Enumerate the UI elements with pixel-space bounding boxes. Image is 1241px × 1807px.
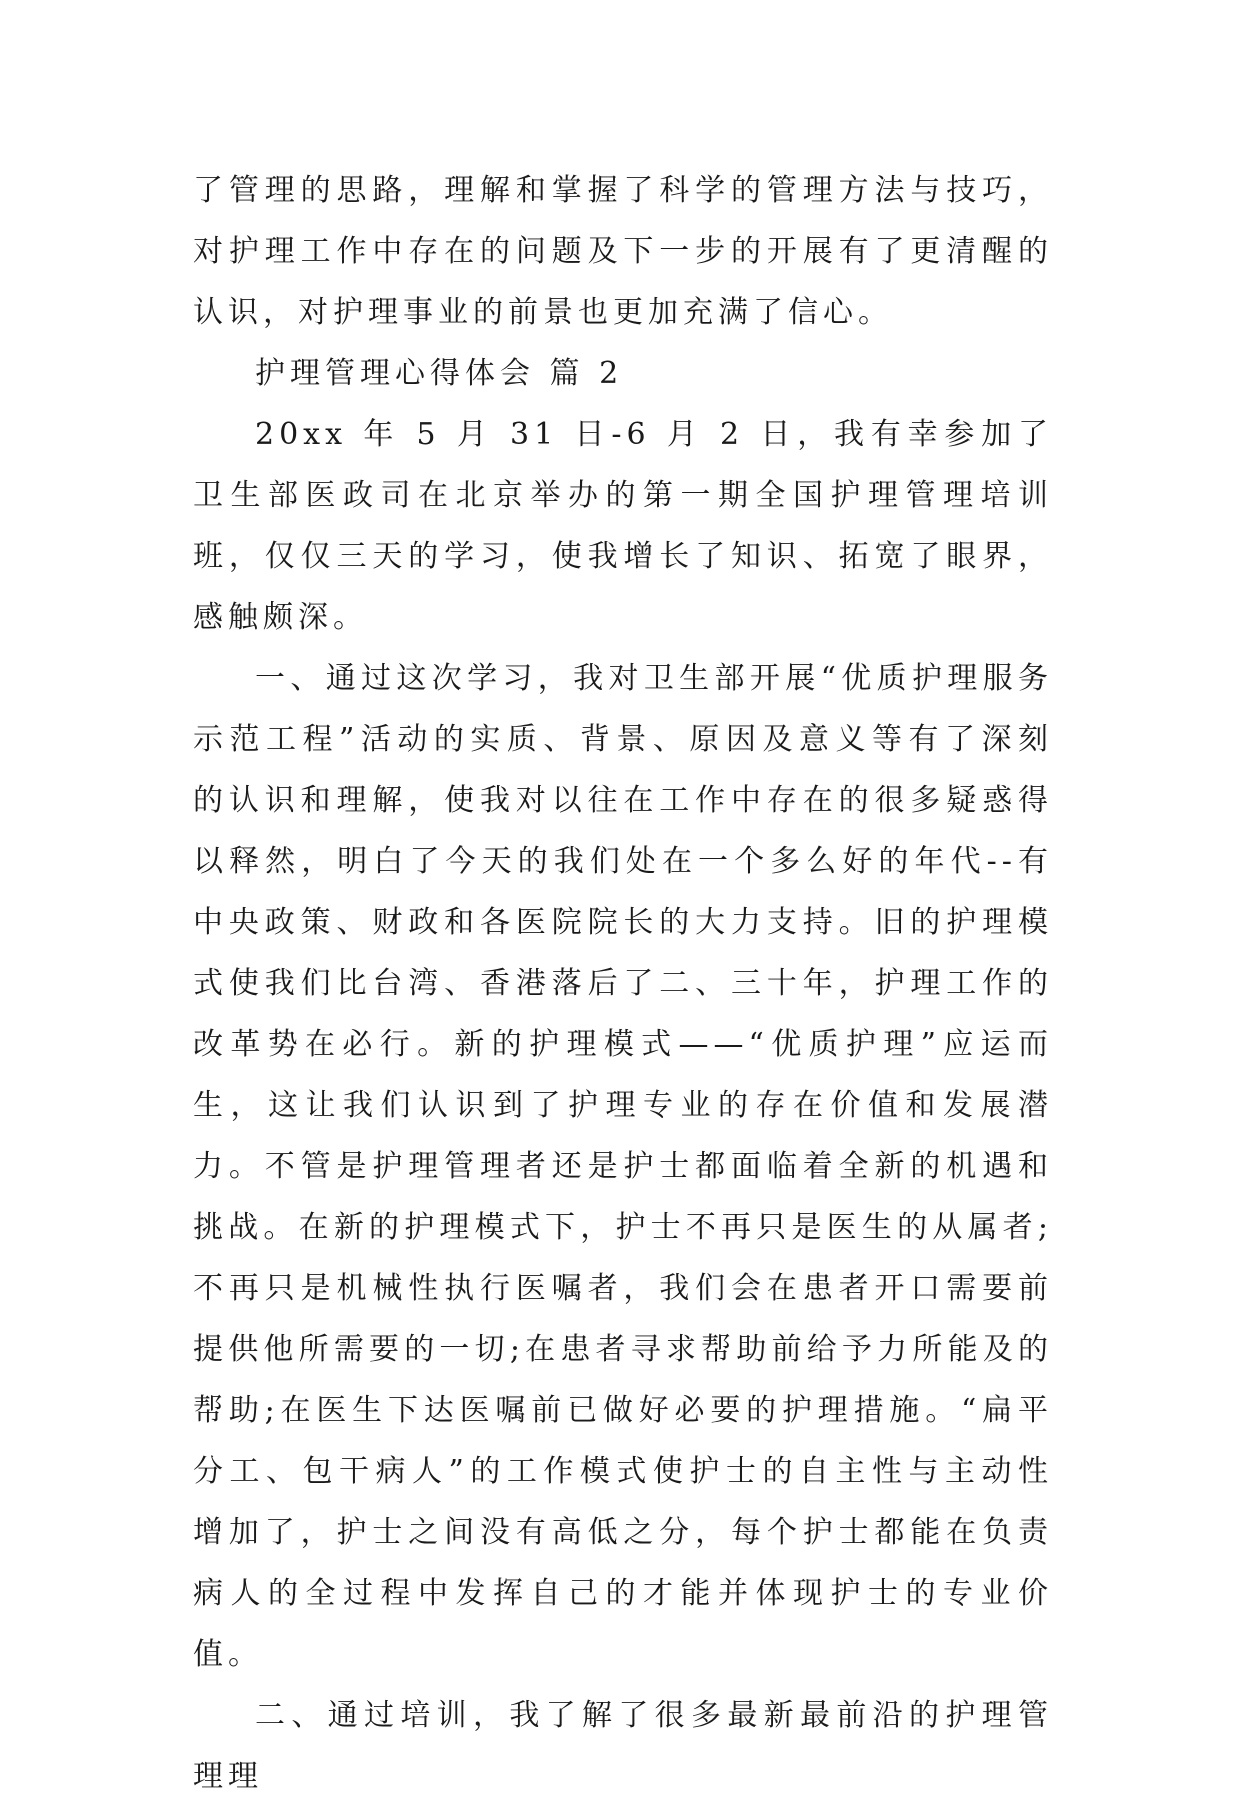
paragraph-point-one: 一、通过这次学习，我对卫生部开展“优质护理服务示范工程”活动的实质、背景、原因及意义等有了深刻的认识和理解，使我对以往在工作中存在的很多疑惑得以释然，明白了今天的我们处在一个多么好的年代--有中央政策、财政和各医院院长的大力支持。旧的护理模式使我们比台湾、香港落后了二、三十年，护理工作的改革势在必行。新的护理模式——“优质护理”应运而生，这让我们认识到了护理专业的存在价值和发展潜力。不管是护理管理者还是护士都面临着全新的机遇和挑战。在新的护理模式下，护士不再只是医生的从属者;不再只是机械性执行医嘱者，我们会在患者开口需要前提供他所需要的一切;在患者寻求帮助前给予力所能及的帮助;在医生下达医嘱前已做好必要的护理措施。“扁平分工、包干病人”的工作模式使护士的自主性与主动性增加了，护士之间没有高低之分，每个护士都能在负责病人的全过程中发挥自己的才能并体现护士的专业价值。 xyxy=(193,661,1053,1672)
paragraph-intro: 20xx 年 5 月 31 日-6 月 2 日，我有幸参加了卫生部医政司在北京举办的第一期全国护理管理培训班，仅仅三天的学习，使我增长了知识、拓宽了眼界，感触颇深。 xyxy=(193,417,1053,635)
paragraph-point-two: 二、通过培训，我了解了很多最新最前沿的护理管理理 xyxy=(193,1698,1053,1794)
section-heading: 护理管理心得体会 篇 2 xyxy=(255,356,624,391)
document-body xyxy=(193,160,1053,1807)
paragraph-continuation: 了管理的思路，理解和掌握了科学的管理方法与技巧，对护理工作中存在的问题及下一步的开展有了更清醒的认识，对护理事业的前景也更加充满了信心。 xyxy=(193,173,1053,330)
